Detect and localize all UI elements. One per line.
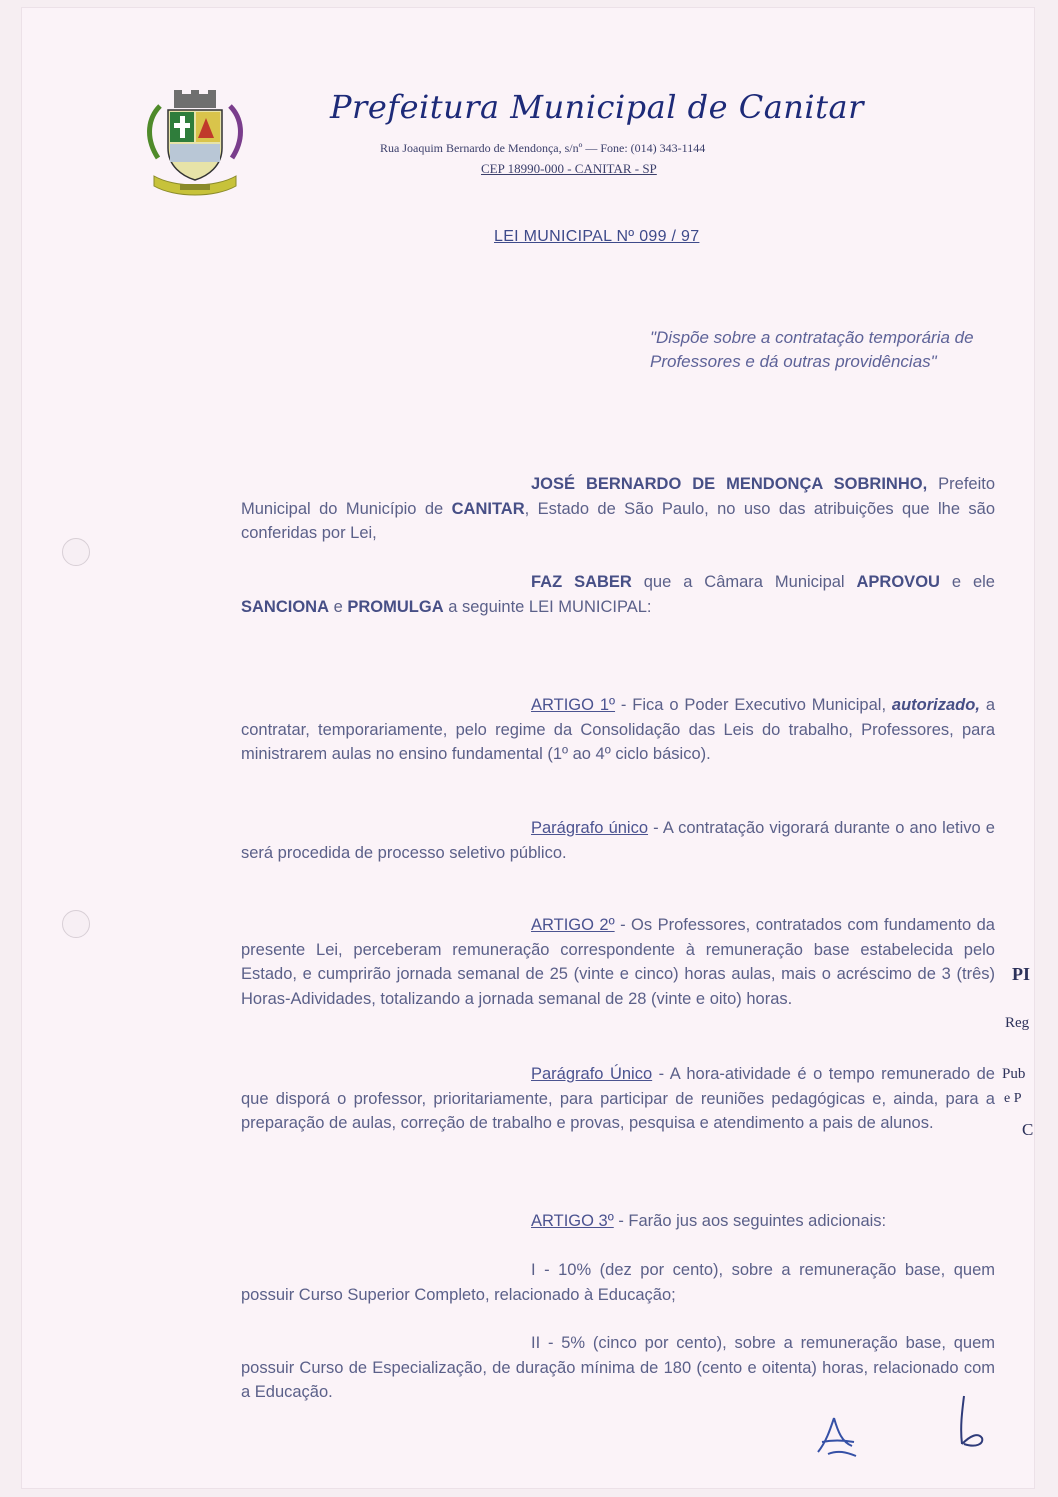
paragrafo-1-label: Parágrafo único <box>531 819 649 837</box>
artigo-1 <box>241 693 995 767</box>
paragrafo-1-text: - A contratação vigorará durante o ano letivo e será procedida de processo seletivo público. <box>241 819 995 862</box>
punch-hole-bottom <box>62 910 90 938</box>
artigo-1-autorizado: autorizado, <box>891 696 980 714</box>
artigo-1-label: ARTIGO 1º <box>531 696 616 714</box>
municipality-title: Prefeitura Municipal de Canitar <box>330 88 864 126</box>
paragrafo-unico-2 <box>241 1062 995 1136</box>
inciso-1 <box>241 1258 995 1307</box>
proclamation-text-4: a seguinte LEI MUNICIPAL: <box>443 597 652 616</box>
artigo-3-label: ARTIGO 3º <box>531 1212 614 1230</box>
signature-initials-1 <box>812 1412 862 1460</box>
artigo-3 <box>241 1209 995 1234</box>
faz-saber: FAZ SABER <box>531 573 632 591</box>
artigo-2 <box>241 913 995 1011</box>
paragrafo-unico-1 <box>241 816 995 865</box>
overlap-fragment-2: Reg <box>1005 1015 1030 1031</box>
overlap-fragment-1: PI <box>1012 964 1030 984</box>
law-title: LEI MUNICIPAL Nº 099 / 97 <box>494 228 700 245</box>
intro-paragraph <box>241 472 995 546</box>
inciso-2 <box>241 1331 995 1405</box>
overlap-fragment-4: e P <box>1004 1091 1022 1106</box>
promulga: PROMULGA <box>347 597 444 616</box>
overlap-fragment-5: C <box>1022 1120 1034 1139</box>
proclamation-paragraph <box>241 570 995 619</box>
proclamation-text-2: e ele <box>939 573 995 591</box>
artigo-1-text: a contratar, temporariamente, pelo regime da Consolidação das Leis do trabalho, Professores, para ministrarem aulas no ensino fundamental (1º ao 4º ciclo básico). <box>241 696 995 763</box>
artigo-2-label: ARTIGO 2º <box>531 916 615 934</box>
municipality-cep: CEP 18990-000 - CANITAR - SP <box>481 161 657 176</box>
intro-text-1: Prefeito Municipal do Município de <box>241 475 996 518</box>
paragrafo-2-label: Parágrafo Único <box>531 1065 653 1083</box>
proclamation-text-3: e <box>329 597 348 616</box>
aprovou: APROVOU <box>856 573 940 591</box>
signature-initials-2 <box>952 1392 992 1452</box>
overlap-fragment-3: Pub <box>1002 1066 1026 1082</box>
proclamation-text-1: que a Câmara Municipal <box>631 573 857 591</box>
intro-city: CANITAR <box>451 499 525 518</box>
municipality-address: Rua Joaquim Bernardo de Mendonça, s/nº — Fone: (014) 343-1144 <box>380 141 706 155</box>
artigo-3-text: - Farão jus aos seguintes adicionais: <box>613 1212 887 1230</box>
artigo-2-text: - Os Professores, contratados com fundamento da presente Lei, perceberam remuneração correspondente à remuneração base estabelecida pelo Estado, e cumprirão jornada semanal de 25 (vinte e cinco) horas aulas, mais o acréscimo de 3 (três) Horas-Adividades, totalizando a jornada semanal de 28 (vinte e oito) horas. <box>241 916 995 1008</box>
paragrafo-2-text: - A hora-atividade é o tempo remunerado de que disporá o professor, prioritariamente, para participar de reuniões pedagógicas e, ainda, para a preparação de aulas, correção de trabalho e provas, pesquisa e atendimento a pais de alunos. <box>241 1065 995 1132</box>
sanciona: SANCIONA <box>241 597 330 616</box>
mayor-name: JOSÉ BERNARDO DE MENDONÇA SOBRINHO, <box>531 475 928 493</box>
inciso-1-text: I - 10% (dez por cento), sobre a remuneração base, quem possuir Curso Superior Completo, relacionado à Educação; <box>241 1261 995 1304</box>
artigo-1-sep: - Fica o Poder Executivo Municipal, <box>615 696 892 714</box>
law-ementa: "Dispõe sobre a contratação temporária de Professores e dá outras providências" <box>650 328 974 371</box>
inciso-2-text: II - 5% (cinco por cento), sobre a remuneração base, quem possuir Curso de Especialização, de duração mínima de 180 (cento e oitenta) horas, relacionado com a Educação. <box>241 1334 995 1401</box>
punch-hole-top <box>62 538 90 566</box>
intro-text-2: , Estado de São Paulo, no uso das atribuições que lhe são conferidas por Lei, <box>241 499 995 542</box>
municipal-crest-icon <box>140 88 250 206</box>
